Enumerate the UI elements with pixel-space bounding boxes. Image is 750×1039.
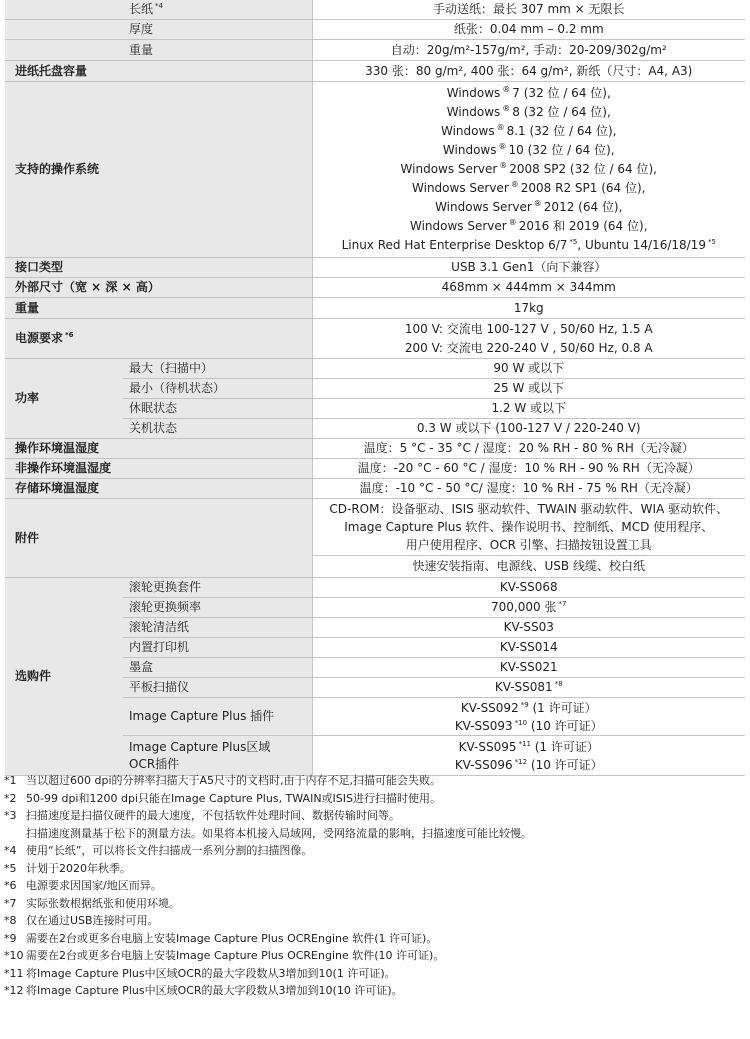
spec-label-power-sleep: 休眠状态	[123, 399, 312, 419]
registered-mark: ®	[499, 161, 508, 170]
spec-label-weight: 重量	[5, 298, 312, 319]
spec-label-dimensions: 外部尺寸（宽 × 深 × 高）	[5, 278, 312, 298]
spec-label-long-paper: 长纸 $^{*4}$	[123, 0, 312, 20]
footnote-continuation: 扫描速度测量基于松下的测量方法。如果将本机接入局域网，受网络流量的影响，扫描速度可能比较慢。	[26, 826, 532, 840]
row-interface	[5, 258, 745, 278]
spec-value-ocr-plugin: KV-SS095 $^{*11}$ (1 许可证） KV-SS096 $^{*12}$ (10 许可证）	[312, 736, 745, 776]
footnote-ref: *9	[520, 700, 529, 709]
registered-mark: ®	[533, 199, 542, 208]
spec-label-roller-kit: 滚轮更换套件	[123, 578, 312, 598]
os-item: Windows ® 10 (32 位 / 64 位),	[442, 142, 615, 157]
spec-value-power-requirement: 100 V: 交流电 100-127 V , 50/60 Hz, 1.5 A 200 V: 交流电 220-240 V , 50/60 Hz, 0.8 A	[312, 319, 745, 359]
row-long-paper	[5, 0, 745, 20]
os-item: Windows Server ® 2008 R2 SP1 (64 位),	[412, 180, 646, 195]
spec-value-roller-kit: KV-SS068	[312, 578, 745, 598]
spec-value-imprinter: KV-SS014	[312, 638, 745, 658]
spec-value-accessories-software: CD-ROM：设备驱动、ISIS 驱动软件、TWAIN 驱动软件、WIA 驱动软件、 Image Capture Plus 软件、操作说明书、控制纸、MCD 使用程序、 用户使用程序、OCR 引擎、扫描按钮设置工具	[312, 499, 745, 556]
spec-value-interface: USB 3.1 Gen1（向下兼容）	[312, 258, 745, 278]
spec-value-flatbed: KV-SS081 $^{*8}$	[312, 678, 745, 698]
row-paper-weight	[5, 40, 745, 61]
spec-label-paper-weight: 重量	[123, 40, 312, 61]
spec-label-operating-env: 操作环境温湿度	[5, 439, 312, 459]
row-nonoperating-env	[5, 459, 745, 479]
registered-mark: ®	[508, 218, 517, 227]
spec-value-accessories-hardware: 快速安装指南、电源线、USB 线缆、校白纸	[312, 556, 745, 578]
spec-label-ink: 墨盒	[123, 658, 312, 678]
spec-value-os	[312, 82, 745, 258]
registered-mark: ®	[502, 104, 511, 113]
spec-label-interface: 接口类型	[5, 258, 312, 278]
spec-label-icp-plugin: Image Capture Plus 插件	[123, 698, 312, 736]
spec-category-blank	[5, 20, 123, 40]
registered-mark: ®	[510, 180, 519, 189]
row-accessories-software	[5, 499, 745, 556]
spec-value-dimensions: 468mm × 444mm × 344mm	[312, 278, 745, 298]
spec-category-blank	[5, 40, 123, 61]
spec-label-power-max: 最大（扫描中）	[123, 359, 312, 379]
row-weight	[5, 298, 745, 319]
footnote-item: *6 电源要求因国家/地区而异。	[4, 879, 162, 892]
row-tray-capacity	[5, 61, 745, 82]
spec-label-power: 功率	[5, 359, 123, 439]
spec-value-tray-capacity: 330 张：80 g/m², 400 张：64 g/m², 新纸（尺寸：A4, A3)	[312, 61, 745, 82]
spec-value-paper-weight: 自动：20g/m²-157g/m², 手动：20-209/302g/m²	[312, 40, 745, 61]
row-operating-env	[5, 439, 745, 459]
footnote-item: *7 实际张数根据纸张和使用环境。	[4, 896, 180, 910]
spec-value-cleaning: KV-SS03	[312, 618, 745, 638]
footnote-item: *12 将Image Capture Plus中区域OCR的最大字段数从3增加到10(10 许可证)。	[4, 984, 403, 997]
spec-value-roller-frequency: 700,000 张 $^{*7}$	[312, 598, 745, 618]
spec-value-nonoperating-env: 温度：-20 °C - 60 °C / 湿度：10 % RH - 90 % RH（无冷凝）	[312, 459, 745, 479]
spec-value-power-sleep: 1.2 W 或以下	[312, 399, 745, 419]
footnotes	[4, 772, 746, 1000]
row-os	[5, 82, 745, 258]
spec-value-power-min: 25 W 或以下	[312, 379, 745, 399]
registered-mark: ®	[502, 85, 511, 94]
footnote-item: *10 需要在2台或更多台电脑上安装Image Capture Plus OCREngine 软件(10 许可证)。	[4, 949, 445, 962]
os-item-linux: Linux Red Hat Enterprise Desktop 6/7 $^{*5}$, Ubuntu 14/16/18/19 $^{*5}$	[341, 238, 716, 252]
footnote-item: *1 当以超过600 dpi的分辨率扫描大于A5尺寸的文档时,由于内存不足,扫描可能会失败。	[4, 774, 442, 787]
footnote-item: *9 需要在2台或更多台电脑上安装Image Capture Plus OCREngine 软件(1 许可证)。	[4, 931, 438, 945]
footnote-item: *3 扫描速度是扫描仪硬件的最大速度，不包括软件处理时间、数据传输时间等。	[4, 809, 400, 822]
os-item: Windows Server ® 2016 和 2019 (64 位),	[409, 218, 648, 233]
spec-label-thickness: 厚度	[123, 20, 312, 40]
os-item: Windows ® 8.1 (32 位 / 64 位),	[441, 123, 617, 138]
os-item: Windows ® 7 (32 位 / 64 位),	[446, 85, 611, 100]
footnote-item: *4 使用“长纸”，可以将长文件扫描成一系列分割的扫描图像。	[4, 844, 313, 857]
spec-label-cleaning: 滚轮清洁纸	[123, 618, 312, 638]
footnote-ref: *5	[707, 238, 716, 246]
row-power-requirement	[5, 319, 745, 359]
os-item: Windows Server ® 2012 (64 位),	[435, 199, 623, 214]
spec-label-ocr-plugin: Image Capture Plus区域 OCR插件	[123, 736, 312, 776]
spec-label-imprinter: 内置打印机	[123, 638, 312, 658]
spec-value-weight: 17kg	[312, 298, 745, 319]
spec-label-tray-capacity: 进纸托盘容量	[5, 61, 312, 82]
spec-value-ink: KV-SS021	[312, 658, 745, 678]
row-dimensions	[5, 278, 745, 298]
os-item: Windows ® 8 (32 位 / 64 位),	[446, 104, 611, 119]
footnote-item: *5 计划于2020年秋季。	[4, 861, 131, 875]
spec-value-storage-env: 温度：-10 °C - 50 °C/ 湿度：10 % RH - 75 % RH（无冷凝）	[312, 479, 745, 499]
spec-value-power-off: 0.3 W 或以下 (100-127 V / 220-240 V)	[312, 419, 745, 439]
spec-value-long-paper: 手动送纸：最长 307 mm × 无限长	[312, 0, 745, 20]
footnote-ref: *8	[554, 680, 563, 688]
row-storage-env	[5, 479, 745, 499]
spec-label-flatbed: 平板扫描仪	[123, 678, 312, 698]
spec-label-accessories: 附件	[5, 499, 312, 578]
footnote-ref: *4	[155, 2, 163, 10]
row-power-max	[5, 359, 745, 379]
footnote-ref: *7	[558, 600, 567, 608]
row-thickness	[5, 20, 745, 40]
spec-label-power-min: 最小（待机状态）	[123, 379, 312, 399]
spec-category-blank	[5, 0, 123, 20]
spec-label-storage-env: 存储环境温湿度	[5, 479, 312, 499]
spec-label-power-requirement: 电源要求 $^{*6}$	[5, 319, 312, 359]
spec-label-os: 支持的操作系统	[5, 82, 312, 258]
footnote-ref: *5	[569, 238, 578, 246]
footnote-ref: *11	[518, 739, 531, 748]
footnote-ref: *10	[514, 718, 528, 727]
footnote-ref: *12	[514, 757, 528, 766]
footnote-item: *8 仅在通过USB连接时可用。	[4, 914, 159, 927]
row-option-roller-kit	[5, 578, 745, 598]
footnote-item: *2 50-99 dpi和1200 dpi只能在Image Capture Plus, TWAIN或ISIS进行扫描时使用。	[4, 791, 442, 805]
spec-label-nonoperating-env: 非操作环境温湿度	[5, 459, 312, 479]
spec-value-thickness: 纸张：0.04 mm – 0.2 mm	[312, 20, 745, 40]
spec-table	[5, 0, 745, 776]
footnote-item: *11 将Image Capture Plus中区域OCR的最大字段数从3增加到10(1 许可证)。	[4, 966, 396, 980]
footnote-ref: *6	[65, 331, 74, 339]
spec-value-icp-plugin: KV-SS092 $^{*9}$ (1 许可证） KV-SS093 $^{*10}$ (10 许可证）	[312, 698, 745, 736]
spec-label-roller-frequency: 滚轮更换频率	[123, 598, 312, 618]
spec-label-power-off: 关机状态	[123, 419, 312, 439]
spec-value-power-max: 90 W 或以下	[312, 359, 745, 379]
spec-label-options: 选购件	[5, 578, 123, 776]
os-item: Windows Server ® 2008 SP2 (32 位 / 64 位),	[400, 161, 657, 176]
registered-mark: ®	[496, 123, 505, 132]
registered-mark: ®	[498, 142, 507, 151]
spec-value-operating-env: 温度：5 °C - 35 °C / 湿度：20 % RH - 80 % RH（无冷凝）	[312, 439, 745, 459]
